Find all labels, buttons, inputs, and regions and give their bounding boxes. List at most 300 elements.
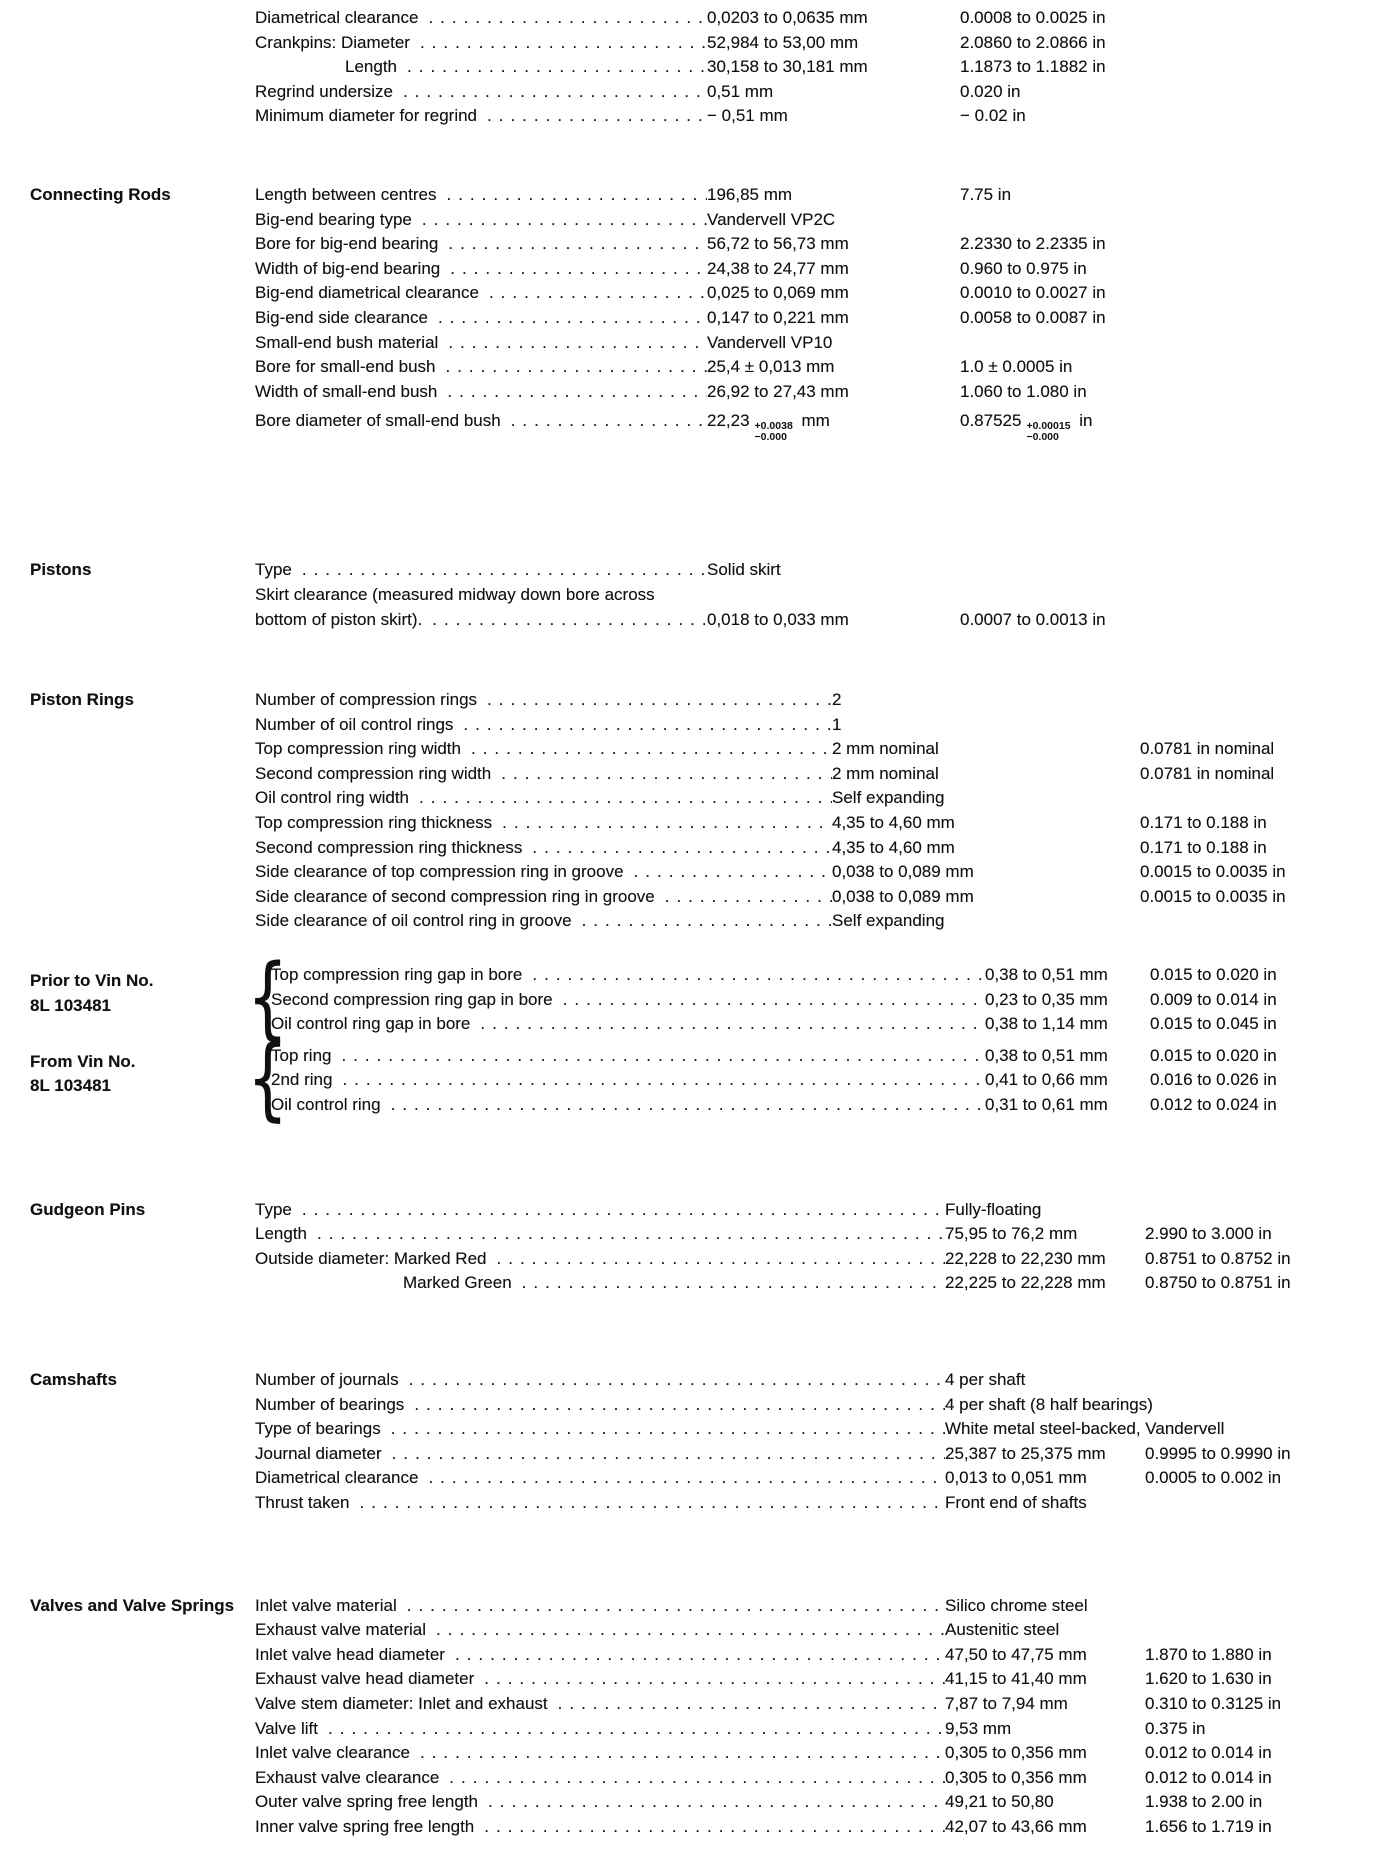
label-and-leader: [271, 1044, 985, 1069]
spec-label: Top compression ring thickness: [255, 813, 493, 833]
metric-value: 2: [832, 690, 842, 710]
label-and-leader: [271, 988, 985, 1013]
leader-dots: [397, 1594, 945, 1619]
section-heading: [0, 1198, 255, 1223]
metric-value: 0,038 to 0,089 mm: [832, 862, 974, 882]
metric-value: 4 per shaft (8 half bearings): [945, 1394, 1153, 1414]
spec-label: Oil control ring gap in bore: [271, 1014, 471, 1034]
imperial-value: 0.016 to 0.026 in: [1150, 1070, 1277, 1090]
section-heading: [0, 1368, 255, 1393]
imperial-value: 0.012 to 0.014 in: [1145, 1767, 1272, 1787]
leader-dots: [435, 355, 707, 380]
imperial-value: 0.0005 to 0.002 in: [1145, 1468, 1282, 1488]
spec-label: Side clearance of top compression ring in groove: [255, 862, 624, 882]
imperial-value: 0.0015 to 0.0035 in: [1140, 886, 1286, 906]
imperial-value: 0.310 to 0.3125 in: [1145, 1693, 1282, 1713]
section-heading-line: From Vin No.: [30, 1051, 136, 1071]
leader-dots: [572, 909, 832, 934]
spec-label: Minimum diameter for regrind: [255, 106, 478, 126]
value-unit: mm: [796, 411, 830, 431]
spec-row: [255, 331, 1392, 356]
spec-row: [255, 1594, 1392, 1619]
imperial-value: 0.0008 to 0.0025 in: [960, 8, 1106, 27]
spec-row: [255, 737, 1392, 762]
metric-value: 0,018 to 0,033 mm: [707, 609, 849, 629]
metric-value: Self expanding: [832, 911, 945, 931]
leader-dots: [501, 409, 707, 434]
spec-label: Number of oil control rings: [255, 714, 454, 734]
metric-value: 41,15 to 41,40 mm: [945, 1669, 1087, 1689]
metric-value: 0,41 to 0,66 mm: [985, 1070, 1108, 1090]
section-heading-line: Piston Rings: [30, 690, 134, 710]
spec-label: Number of compression rings: [255, 690, 478, 710]
label-and-leader: [255, 232, 707, 257]
spec-row: [255, 1198, 1392, 1223]
section-rows: [247, 945, 1392, 1051]
label-and-leader: [271, 963, 985, 988]
spec-label: Number of journals: [255, 1369, 399, 1389]
section-heading-line: Prior to Vin No.: [30, 971, 154, 991]
leader-dots: [624, 860, 832, 885]
metric-value: [707, 409, 960, 442]
spec-label: Length: [255, 1224, 307, 1244]
metric-value: White metal steel-backed, Vandervell: [945, 1419, 1225, 1439]
spec-row: [255, 1466, 1392, 1491]
imperial-value: 2.2330 to 2.2335 in: [960, 234, 1106, 254]
section-rows: [255, 183, 1392, 446]
metric-value: 22,225 to 22,228 mm: [945, 1273, 1106, 1293]
label-and-leader: [255, 558, 707, 583]
spec-label: bottom of piston skirt).: [255, 609, 423, 629]
spec-label: Width of small-end bush: [255, 381, 438, 401]
leader-dots: [332, 1068, 985, 1093]
label-and-leader: [255, 1198, 945, 1223]
section-rows: [255, 6, 1392, 129]
section-piston-rings: [0, 688, 1392, 934]
leader-dots: [439, 1766, 945, 1791]
label-and-leader: [255, 1766, 945, 1791]
spec-row: [255, 963, 1392, 988]
spec-label: Top compression ring gap in bore: [271, 965, 523, 985]
label-and-leader: [255, 6, 707, 31]
imperial-value: 1.060 to 1.080 in: [960, 381, 1087, 401]
value-main: 0.87525: [960, 411, 1022, 431]
metric-value: 22,228 to 22,230 mm: [945, 1248, 1106, 1268]
leader-dots: [477, 104, 707, 129]
metric-value: Self expanding: [832, 788, 945, 808]
section-valves-springs: [0, 1594, 1392, 1840]
label-and-leader: [271, 1012, 985, 1037]
metric-value: 0,013 to 0,051 mm: [945, 1468, 1087, 1488]
spec-row: [255, 583, 1392, 608]
leader-dots: [381, 1417, 945, 1442]
label-and-leader: [255, 257, 707, 282]
label-and-leader: [255, 1741, 945, 1766]
section-heading: [0, 1594, 255, 1619]
label-and-leader: [255, 860, 832, 885]
spec-row: [255, 257, 1392, 282]
spec-row: [255, 1222, 1392, 1247]
label-and-leader: [255, 1618, 945, 1643]
imperial-value: 0.0058 to 0.0087 in: [960, 307, 1106, 327]
spec-label: Outside diameter: Marked Red: [255, 1248, 487, 1268]
section-heading-line: 8L 103481: [30, 995, 111, 1015]
leader-dots: [474, 1667, 945, 1692]
section-heading-line: Pistons: [30, 560, 92, 580]
leader-dots: [397, 55, 707, 80]
label-and-leader: [255, 1442, 945, 1467]
leader-dots: [478, 1790, 945, 1815]
spec-label: Regrind undersize: [255, 81, 393, 101]
metric-value: 0,51 mm: [707, 81, 774, 101]
spec-label: Crankpins: Diameter: [255, 32, 410, 52]
grouping-brace: {: [247, 1025, 289, 1131]
section-heading: [0, 558, 255, 583]
imperial-value: [960, 409, 1093, 442]
imperial-value: 7.75 in: [960, 184, 1012, 204]
leader-dots: [292, 1198, 945, 1223]
spec-row: [255, 1417, 1392, 1442]
spec-label: Big-end side clearance: [255, 307, 428, 327]
spec-label: Top compression ring width: [255, 739, 461, 759]
spec-label: 2nd ring: [271, 1070, 333, 1090]
spec-row: [255, 404, 1392, 446]
leader-dots: [470, 1012, 985, 1037]
spec-row: [255, 1692, 1392, 1717]
leader-dots: [381, 1093, 985, 1118]
leader-dots: [438, 232, 707, 257]
spec-row: [255, 1271, 1392, 1296]
section-heading-line: Gudgeon Pins: [30, 1199, 146, 1219]
spec-label: Length: [345, 57, 397, 77]
imperial-value: 1.1873 to 1.1882 in: [960, 57, 1106, 77]
metric-value: 4,35 to 4,60 mm: [832, 813, 955, 833]
metric-value: 2 mm nominal: [832, 739, 939, 759]
spec-row: [255, 786, 1392, 811]
spec-row: [255, 1643, 1392, 1668]
spec-label: Outer valve spring free length: [255, 1792, 479, 1812]
section-connecting-rods: [0, 183, 1392, 446]
metric-value: 1: [832, 714, 842, 734]
spec-label: Small-end bush material: [255, 332, 439, 352]
spec-row: [255, 208, 1392, 233]
label-and-leader: [271, 1093, 985, 1118]
spec-label: Inlet valve material: [255, 1595, 397, 1615]
section-rows: [255, 1198, 1392, 1296]
metric-value: 0,305 to 0,356 mm: [945, 1743, 1087, 1763]
metric-value: 30,158 to 30,181 mm: [707, 57, 868, 77]
label-and-leader: [255, 1667, 945, 1692]
spec-row: [255, 80, 1392, 105]
metric-value: 25,4 ± 0,013 mm: [707, 357, 835, 377]
spec-label: Second compression ring width: [255, 763, 492, 783]
spec-row: [255, 1766, 1392, 1791]
section-rows: [255, 1368, 1392, 1516]
spec-row: [255, 1815, 1392, 1840]
leader-dots: [436, 183, 707, 208]
metric-value: 56,72 to 56,73 mm: [707, 234, 849, 254]
leader-dots: [404, 1393, 945, 1418]
imperial-value: 0.009 to 0.014 in: [1150, 989, 1277, 1009]
imperial-value: 0.012 to 0.024 in: [1150, 1095, 1277, 1114]
label-and-leader: [255, 608, 707, 633]
metric-value: Front end of shafts: [945, 1492, 1087, 1512]
section-pistons: [0, 558, 1392, 632]
imperial-value: 0.015 to 0.020 in: [1150, 965, 1277, 985]
spec-row: [255, 1667, 1392, 1692]
metric-value: 0,0203 to 0,0635 mm: [707, 8, 868, 27]
leader-dots: [437, 380, 707, 405]
spec-row: [255, 1790, 1392, 1815]
tolerance-minus: −0.000: [754, 430, 787, 443]
leader-dots: [410, 1741, 945, 1766]
leader-dots: [474, 1815, 945, 1840]
spec-row: [255, 183, 1392, 208]
spec-label: Exhaust valve head diameter: [255, 1669, 475, 1689]
metric-value: 26,92 to 27,43 mm: [707, 381, 849, 401]
leader-dots: [548, 1692, 945, 1717]
label-and-leader: [255, 306, 707, 331]
section-heading: [0, 183, 255, 208]
label-and-leader: [255, 1417, 945, 1442]
spec-row: [255, 558, 1392, 583]
leader-dots: [318, 1717, 945, 1742]
imperial-value: 1.870 to 1.880 in: [1145, 1644, 1272, 1664]
spec-row: [255, 860, 1392, 885]
tolerance-stack: [1026, 421, 1070, 442]
metric-value: Vandervell VP10: [707, 332, 833, 352]
leader-dots: [479, 281, 707, 306]
spec-row: [255, 55, 1392, 80]
imperial-value: 1.0 ± 0.0005 in: [960, 357, 1073, 377]
leader-dots: [382, 1442, 945, 1467]
spec-label: Inlet valve clearance: [255, 1743, 410, 1763]
spec-row: [255, 281, 1392, 306]
spec-label: Journal diameter: [255, 1443, 382, 1463]
leader-dots: [553, 988, 985, 1013]
metric-value: Solid skirt: [707, 560, 781, 580]
spec-table: [0, 6, 1392, 1839]
spec-row: [255, 1442, 1392, 1467]
spec-row: [255, 232, 1392, 257]
spec-row: [255, 1717, 1392, 1742]
spec-label: Side clearance of oil control ring in groove: [255, 911, 572, 931]
spec-row: [255, 1247, 1392, 1272]
metric-value: 0,38 to 1,14 mm: [985, 1014, 1108, 1034]
metric-value: Austenitic steel: [945, 1620, 1060, 1640]
metric-value: 49,21 to 50,80: [945, 1792, 1054, 1812]
imperial-value: 0.0010 to 0.0027 in: [960, 283, 1106, 303]
spec-row: [255, 1068, 1392, 1093]
metric-value: 0,23 to 0,35 mm: [985, 989, 1108, 1009]
label-and-leader: [255, 1717, 945, 1742]
label-and-leader: [255, 811, 832, 836]
metric-value: 2 mm nominal: [832, 763, 939, 783]
spec-row: [255, 836, 1392, 861]
metric-value: Silico chrome steel: [945, 1595, 1088, 1615]
leader-dots: [440, 257, 707, 282]
label-and-leader: [255, 80, 707, 105]
label-and-leader: [255, 1466, 945, 1491]
leader-dots: [491, 762, 832, 787]
label-and-leader: [255, 1491, 945, 1516]
tolerance-plus: +0.00015: [1026, 420, 1071, 433]
spec-row: [255, 909, 1392, 934]
imperial-value: 0.0781 in nominal: [1140, 739, 1275, 759]
spec-label: Number of bearings: [255, 1394, 405, 1414]
leader-dots: [461, 737, 832, 762]
spec-row: [255, 31, 1392, 56]
spec-label: Skirt clearance (measured midway down bore across: [255, 584, 655, 604]
imperial-value: 0.9995 to 0.9990 in: [1145, 1443, 1291, 1463]
metric-value: 25,387 to 25,375 mm: [945, 1443, 1106, 1463]
metric-value: 75,95 to 76,2 mm: [945, 1224, 1078, 1244]
leader-dots: [487, 1247, 946, 1272]
imperial-value: 2.990 to 3.000 in: [1145, 1224, 1272, 1244]
value-main: 22,23: [707, 411, 750, 431]
imperial-value: 0.375 in: [1145, 1718, 1206, 1738]
spec-row: [255, 1368, 1392, 1393]
label-and-leader: [255, 409, 707, 434]
spec-label: Type of bearings: [255, 1419, 381, 1439]
section-heading-line: Camshafts: [30, 1369, 117, 1389]
spec-row: [255, 1741, 1392, 1766]
tolerance-minus: −0.000: [1026, 430, 1059, 443]
leader-dots: [409, 786, 832, 811]
spec-row: [255, 1044, 1392, 1069]
label-and-leader: [255, 55, 707, 80]
spec-label: Top ring: [271, 1045, 332, 1065]
spec-label: Bore for small-end bush: [255, 357, 436, 377]
spec-label: Side clearance of second compression ring in groove: [255, 886, 655, 906]
imperial-value: 0.8751 to 0.8752 in: [1145, 1248, 1291, 1268]
imperial-value: 0.8750 to 0.8751 in: [1145, 1273, 1291, 1293]
grouping-brace: {: [247, 945, 289, 1051]
spec-row: [255, 355, 1392, 380]
spec-row: [255, 885, 1392, 910]
spec-label: Marked Green: [403, 1273, 512, 1293]
leader-dots: [422, 608, 707, 633]
metric-value: 0,305 to 0,356 mm: [945, 1767, 1087, 1787]
imperial-value: 0.020 in: [960, 81, 1021, 101]
section-gudgeon-pins: [0, 1198, 1392, 1296]
imperial-value: 0.012 to 0.014 in: [1145, 1743, 1272, 1763]
spec-row: [255, 1093, 1392, 1118]
spec-label: Type: [255, 1199, 292, 1219]
section-prior-vin: [0, 945, 1392, 1051]
leader-dots: [426, 1618, 945, 1643]
label-and-leader: [255, 1271, 945, 1296]
leader-dots: [418, 6, 707, 31]
leader-dots: [445, 1643, 945, 1668]
spec-label: Diametrical clearance: [255, 8, 419, 27]
imperial-value: 0.0781 in nominal: [1140, 763, 1275, 783]
metric-value: − 0,51 mm: [707, 106, 788, 126]
spec-label: Width of big-end bearing: [255, 258, 441, 278]
label-and-leader: [255, 688, 832, 713]
label-and-leader: [255, 909, 832, 934]
metric-value: Vandervell VP2C: [707, 209, 836, 229]
label-and-leader: [255, 380, 707, 405]
label-and-leader: [255, 836, 832, 861]
label-and-leader: [255, 583, 707, 608]
section-heading: [0, 963, 255, 1018]
imperial-value: 1.656 to 1.719 in: [1145, 1816, 1272, 1836]
tolerance-plus: +0.0038: [754, 420, 793, 433]
spec-label: Exhaust valve clearance: [255, 1767, 440, 1787]
spec-row: [255, 688, 1392, 713]
leader-dots: [331, 1044, 985, 1069]
metric-value: 0,31 to 0,61 mm: [985, 1095, 1108, 1114]
section-rows: [255, 1594, 1392, 1840]
metric-value: 0,038 to 0,089 mm: [832, 886, 974, 906]
spec-label: Type: [255, 560, 292, 580]
leader-dots: [393, 80, 707, 105]
leader-dots: [522, 963, 985, 988]
spec-label: Bore for big-end bearing: [255, 234, 439, 254]
leader-dots: [410, 31, 707, 56]
spec-label: Second compression ring gap in bore: [271, 989, 553, 1009]
spec-label: Oil control ring: [271, 1095, 381, 1114]
spec-label: Length between centres: [255, 184, 437, 204]
label-and-leader: [255, 1393, 945, 1418]
section-heading-line: 8L 103481: [30, 1076, 111, 1096]
section-heading: [0, 1044, 255, 1099]
tolerance-stack: [755, 421, 793, 442]
label-and-leader: [255, 1790, 945, 1815]
label-and-leader: [255, 1643, 945, 1668]
leader-dots: [522, 836, 832, 861]
label-and-leader: [255, 786, 832, 811]
spec-row: [255, 6, 1392, 31]
imperial-value: 0.015 to 0.045 in: [1150, 1014, 1277, 1034]
leader-dots: [412, 208, 707, 233]
spec-row: [255, 306, 1392, 331]
spec-label: Valve stem diameter: Inlet and exhaust: [255, 1693, 548, 1713]
section-heading: [0, 688, 255, 713]
imperial-value: 0.0015 to 0.0035 in: [1140, 862, 1286, 882]
label-and-leader: [255, 1692, 945, 1717]
section-rows: [247, 1025, 1392, 1131]
spec-row: [255, 988, 1392, 1013]
leader-dots: [307, 1222, 945, 1247]
label-and-leader: [255, 31, 707, 56]
spec-label: Valve lift: [255, 1718, 318, 1738]
spec-label: Inlet valve head diameter: [255, 1644, 445, 1664]
imperial-value: 1.620 to 1.630 in: [1145, 1669, 1272, 1689]
imperial-value: 0.960 to 0.975 in: [960, 258, 1087, 278]
section-from-vin: [0, 1025, 1392, 1131]
spec-label: Exhaust valve material: [255, 1620, 427, 1640]
metric-value: 0,025 to 0,069 mm: [707, 283, 849, 303]
spec-label: Inner valve spring free length: [255, 1816, 475, 1836]
imperial-value: 0.171 to 0.188 in: [1140, 837, 1267, 857]
label-and-leader: [255, 331, 707, 356]
spec-row: [255, 380, 1392, 405]
metric-value: 0,147 to 0,221 mm: [707, 307, 849, 327]
spec-row: [255, 1393, 1392, 1418]
imperial-value: 0.171 to 0.188 in: [1140, 813, 1267, 833]
spec-row: [255, 1618, 1392, 1643]
label-and-leader: [255, 104, 707, 129]
section-rows: [255, 558, 1392, 632]
leader-dots: [655, 885, 832, 910]
label-and-leader: [255, 208, 707, 233]
spec-label: Big-end bearing type: [255, 209, 412, 229]
label-and-leader: [255, 1594, 945, 1619]
metric-value: 0,38 to 0,51 mm: [985, 965, 1108, 985]
metric-value: 47,50 to 47,75 mm: [945, 1644, 1087, 1664]
